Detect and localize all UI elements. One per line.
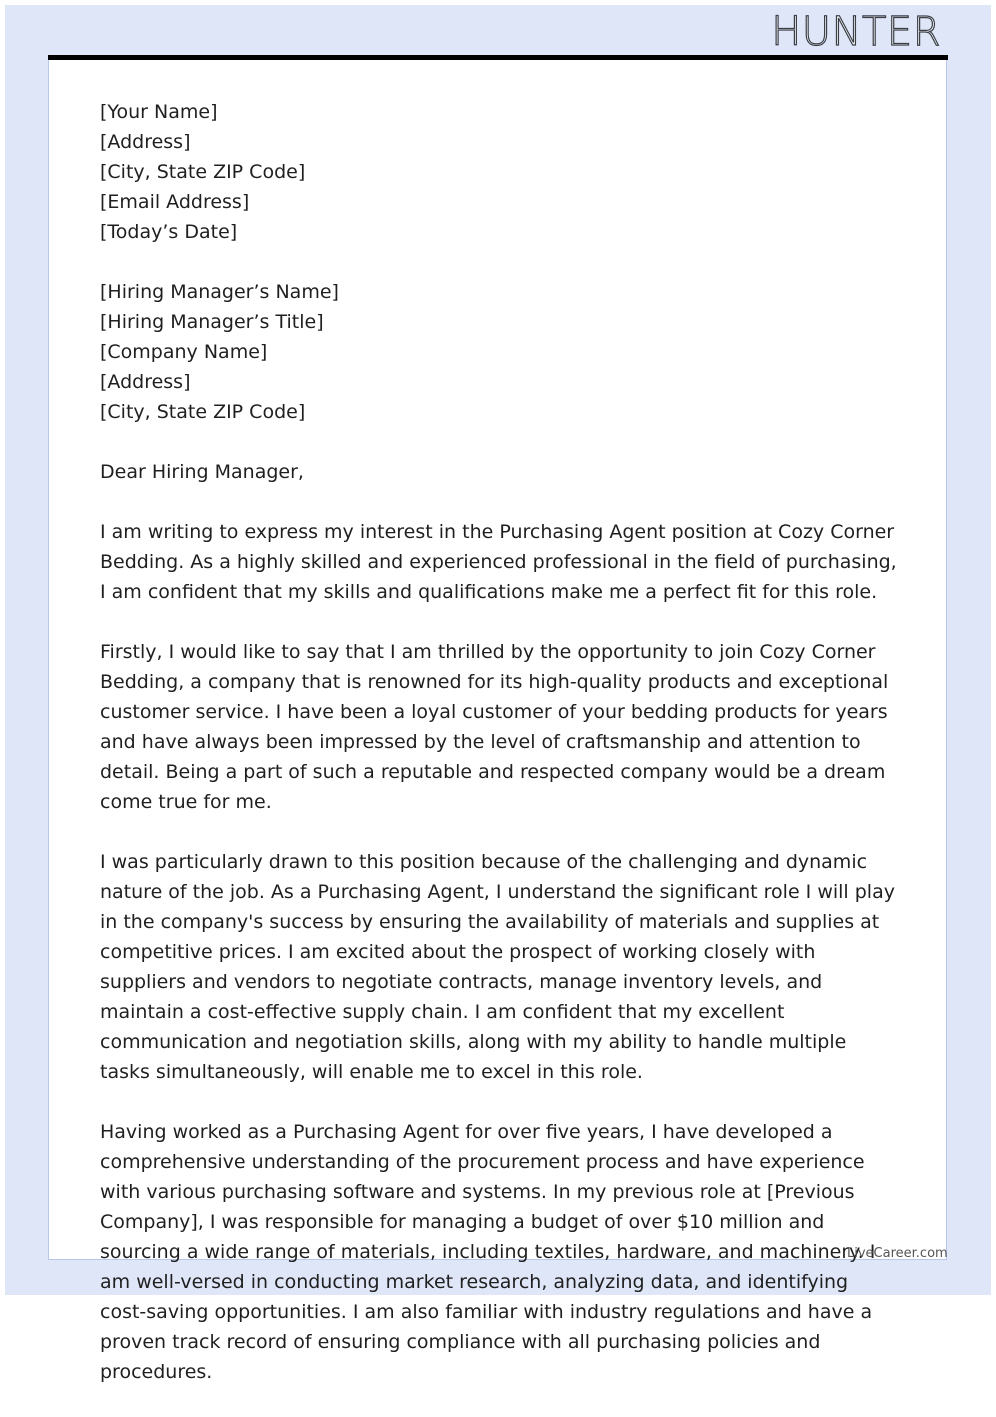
sender-email: [Email Address]: [100, 191, 250, 213]
salutation: Dear Hiring Manager,: [100, 461, 304, 483]
sender-address: [Address]: [100, 131, 191, 153]
cover-letter: [100, 97, 900, 1417]
recipient-city: [City, State ZIP Code]: [100, 401, 306, 423]
paragraph-experience: Having worked as a Purchasing Agent for over five years, I have developed a comprehensive understanding of the procurement process and have experience with various purchasing software and systems. In my previous role at [Previous Company], I was responsible for managing a budget of over $10 million and sourcing a wide range of materials, including textiles, hardware, and machinery. I am well-versed in conducting market research, analyzing data, and identifying cost-saving opportunities. I am also familiar with industry regulations and have a proven track record of ensuring compliance with all purchasing policies and procedures.: [100, 1121, 876, 1383]
brand-logo: HUNTER: [771, 9, 941, 55]
paragraph-role: I was particularly drawn to this position because of the challenging and dynamic nature of the job. As a Purchasing Agent, I understand the significant role I will play in the company's success by ensuring the availability of materials and supplies at competitive prices. I am excited about the prospect of working closely with suppliers and vendors to negotiate contracts, manage inventory levels, and maintain a cost-effective supply chain. I am confident that my excellent communication and negotiation skills, along with my ability to handle multiple tasks simultaneously, will enable me to excel in this role.: [100, 851, 895, 1083]
recipient-company: [Company Name]: [100, 341, 268, 363]
sender-name: [Your Name]: [100, 101, 218, 123]
paragraph-company: Firstly, I would like to say that I am thrilled by the opportunity to join Cozy Corner Bedding, a company that is renowned for its high-quality products and exceptional customer service. I have been a loyal customer of your bedding products for years and have always been impressed by the level of craftsmanship and attention to detail. Being a part of such a reputable and respected company would be a dream come true for me.: [100, 641, 889, 813]
recipient-name: [Hiring Manager’s Name]: [100, 281, 339, 303]
recipient-block: [100, 277, 900, 427]
sender-city: [City, State ZIP Code]: [100, 161, 306, 183]
paragraph-intro: I am writing to express my interest in the Purchasing Agent position at Cozy Corner Bedding. As a highly skilled and experienced professional in the field of purchasing, I am confident that my skills and qualifications make me a perfect fit for this role.: [100, 521, 897, 603]
letter-date: [Today’s Date]: [100, 221, 238, 243]
recipient-title: [Hiring Manager’s Title]: [100, 311, 324, 333]
recipient-address: [Address]: [100, 371, 191, 393]
sender-block: [100, 97, 900, 247]
watermark: LiveCareer.com: [847, 1246, 948, 1261]
